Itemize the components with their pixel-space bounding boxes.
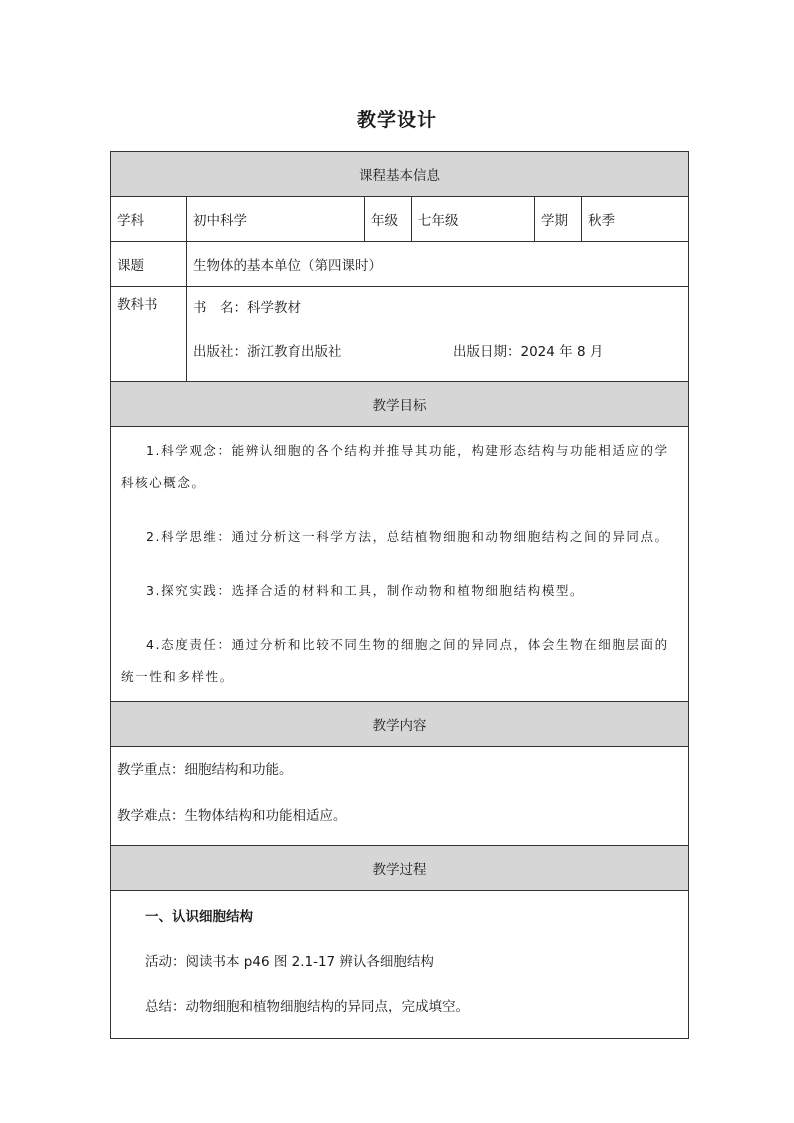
grade-label: 年级 [365,197,412,242]
content-row [111,747,689,846]
subject-row [111,197,689,242]
goals-row [111,427,689,702]
process-body [111,891,689,1039]
textbook-label: 教科书 [111,287,187,382]
topic-label: 课题 [111,242,187,287]
key-point: 教学重点：细胞结构和功能。 [117,762,293,778]
grade-value: 七年级 [412,197,535,242]
goal-item: 4.态度责任：通过分析和比较不同生物的细胞之间的异同点，体会生物在细胞层面的统一性和多样性。 [121,637,669,684]
process-activity: 活动：阅读书本 p46 图 2.1-17 辨认各细胞结构 [145,954,434,970]
goals-body [111,427,689,702]
term-value: 秋季 [582,197,689,242]
basic-info-header-row [111,152,689,197]
process-section-title: 一、认识细胞结构 [145,909,253,925]
process-row [111,891,689,1039]
subject-value: 初中科学 [187,197,365,242]
textbook-row [111,287,689,382]
goal-item: 3.探究实践：选择合适的材料和工具，制作动物和植物细胞结构模型。 [146,583,585,598]
document-title: 教学设计 [356,109,437,131]
goal-item: 1.科学观念：能辨认细胞的各个结构并推导其功能，构建形态结构与功能相适应的学科核心概念。 [121,443,669,490]
process-header-row [111,846,689,891]
publish-date: 出版日期：2024 年 8 月 [453,344,604,360]
book-name: 书 名：科学教材 [193,300,301,316]
content-body [111,747,689,846]
subject-label: 学科 [111,197,187,242]
basic-info-header: 课程基本信息 [111,152,689,197]
publisher: 出版社：浙江教育出版社 [193,344,342,360]
difficulty: 教学难点：生物体结构和功能相适应。 [117,808,347,824]
process-header: 教学过程 [111,846,689,891]
content-header-row [111,702,689,747]
publisher-line [193,337,682,381]
topic-row [111,242,689,287]
textbook-info [187,287,689,382]
goal-item: 2.科学思维：通过分析这一科学方法，总结植物细胞和动物细胞结构之间的异同点。 [146,529,669,544]
lesson-plan-table [110,151,689,1039]
topic-value: 生物体的基本单位（第四课时） [187,242,689,287]
goals-header: 教学目标 [111,382,689,427]
goals-header-row [111,382,689,427]
process-summary: 总结：动物细胞和植物细胞结构的异同点，完成填空。 [145,999,469,1015]
content-header: 教学内容 [111,702,689,747]
term-label: 学期 [535,197,582,242]
